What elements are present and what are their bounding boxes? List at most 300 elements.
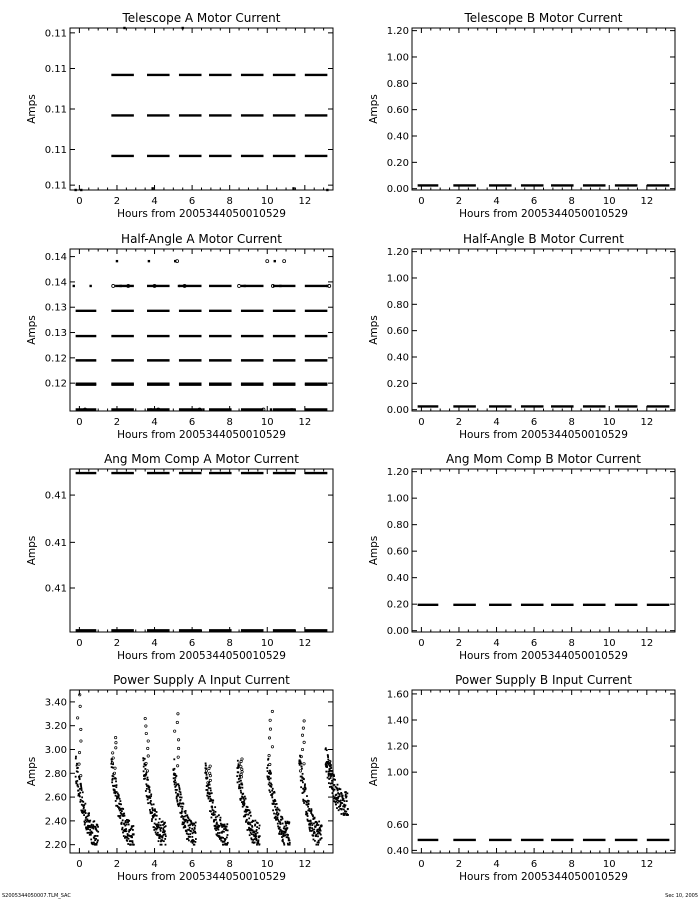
data-point xyxy=(341,808,343,810)
data-point xyxy=(240,792,242,794)
data-point xyxy=(79,792,81,794)
data-point xyxy=(271,784,273,786)
data-point xyxy=(271,795,273,797)
data-point xyxy=(121,828,123,830)
data-point xyxy=(156,811,158,813)
data-point xyxy=(278,813,280,815)
data-point xyxy=(89,285,91,287)
data-point xyxy=(326,749,328,751)
data-point xyxy=(187,838,189,840)
data-point xyxy=(149,797,151,799)
data-point xyxy=(178,794,180,796)
data-point xyxy=(185,810,187,812)
data-point xyxy=(210,790,212,792)
data-point xyxy=(175,782,177,784)
data-point xyxy=(273,803,275,805)
data-point xyxy=(301,734,303,736)
x-tick-label: 12 xyxy=(298,417,312,428)
data-point xyxy=(209,779,211,781)
data-point xyxy=(127,843,129,845)
data-point xyxy=(121,810,123,812)
data-point xyxy=(88,812,90,814)
data-point xyxy=(238,767,240,769)
data-point xyxy=(180,799,182,801)
data-point xyxy=(309,828,311,830)
data-point xyxy=(205,765,207,767)
data-point xyxy=(128,824,130,826)
y-tick-label: 0.11 xyxy=(44,145,67,156)
data-point xyxy=(214,814,216,816)
data-point xyxy=(335,803,337,805)
data-point xyxy=(194,844,196,846)
data-point xyxy=(244,803,246,805)
data-point xyxy=(243,799,245,801)
data-point xyxy=(165,835,167,837)
footer-date-label: Sec 10, 2005 xyxy=(665,893,698,899)
data-point xyxy=(115,747,117,749)
data-point xyxy=(131,827,133,829)
data-point xyxy=(93,820,95,822)
data-point xyxy=(194,825,196,827)
data-point xyxy=(159,837,161,839)
x-tick-label: 2 xyxy=(113,196,121,207)
x-tick-label: 12 xyxy=(298,859,312,870)
data-point xyxy=(131,836,133,838)
data-point xyxy=(211,817,213,819)
data-point xyxy=(191,836,193,838)
data-point xyxy=(269,763,271,765)
data-point xyxy=(217,832,219,834)
data-point xyxy=(310,820,312,822)
y-tick-label: 0.00 xyxy=(386,405,409,417)
data-point xyxy=(163,840,165,842)
y-tick-label: 2.80 xyxy=(44,768,67,780)
data-point xyxy=(79,801,81,803)
x-axis-label: Hours from 2005344050010529 xyxy=(117,429,286,441)
data-point xyxy=(144,758,146,760)
data-point xyxy=(341,793,343,795)
x-tick-label: 12 xyxy=(298,196,312,207)
data-point xyxy=(250,824,252,826)
y-tick-label: 3.20 xyxy=(44,721,67,733)
y-tick-label: 0.00 xyxy=(386,626,409,638)
data-point xyxy=(279,821,281,823)
data-point xyxy=(174,768,176,770)
data-point xyxy=(82,801,84,803)
data-point xyxy=(144,768,146,770)
data-point xyxy=(145,774,147,776)
y-tick-label: 0.60 xyxy=(386,105,409,117)
data-point xyxy=(321,825,323,827)
data-point xyxy=(75,758,77,760)
data-point xyxy=(156,815,158,817)
data-point xyxy=(309,830,311,832)
data-point xyxy=(306,813,308,815)
data-point xyxy=(185,812,187,814)
x-tick-label: 0 xyxy=(76,196,83,207)
data-point xyxy=(247,814,249,816)
y-tick-label: 0.11 xyxy=(44,64,67,75)
data-point xyxy=(224,824,226,826)
data-point xyxy=(159,818,161,820)
data-point xyxy=(78,751,80,753)
y-tick-label: 0.12 xyxy=(44,353,67,365)
data-point xyxy=(312,835,314,837)
x-tick-label: 8 xyxy=(568,638,575,649)
data-point xyxy=(123,27,125,29)
data-point xyxy=(279,833,281,835)
data-point xyxy=(81,789,83,791)
data-point xyxy=(244,796,246,798)
data-point xyxy=(215,825,217,827)
y-tick-label: 0.20 xyxy=(386,378,409,390)
data-point xyxy=(112,284,115,287)
data-point xyxy=(248,817,250,819)
y-tick-label: 0.11 xyxy=(44,28,67,40)
data-point xyxy=(218,814,220,816)
data-point xyxy=(274,806,276,808)
data-point xyxy=(241,771,243,773)
x-axis-label: Hours from 2005344050010529 xyxy=(459,429,628,441)
data-point xyxy=(331,782,333,784)
data-point xyxy=(147,747,149,749)
x-tick-label: 6 xyxy=(530,638,538,649)
y-tick-label: 1.20 xyxy=(386,467,409,479)
data-point xyxy=(150,800,152,802)
data-point xyxy=(119,798,121,800)
data-point xyxy=(320,830,322,832)
x-tick-label: 4 xyxy=(493,638,500,649)
y-tick-label: 0.14 xyxy=(44,252,67,264)
data-point xyxy=(164,830,166,832)
data-point xyxy=(211,792,213,794)
data-point xyxy=(240,786,242,788)
footer-file-label: S2005344050007.TLM_SAC xyxy=(2,893,71,899)
data-point xyxy=(345,804,347,806)
data-point xyxy=(125,828,127,830)
x-tick-label: 0 xyxy=(76,417,83,428)
data-point xyxy=(84,809,86,811)
data-point xyxy=(115,780,117,782)
data-point xyxy=(289,842,291,844)
x-tick-label: 6 xyxy=(530,417,538,428)
y-tick-label: 1.20 xyxy=(386,26,409,38)
data-point xyxy=(340,813,342,815)
data-point xyxy=(318,824,320,826)
data-point xyxy=(174,784,176,786)
x-tick-label: 0 xyxy=(418,859,425,870)
data-point xyxy=(149,786,151,788)
data-point xyxy=(116,784,118,786)
data-point xyxy=(256,829,258,831)
data-point xyxy=(124,815,126,817)
data-point xyxy=(95,838,97,840)
x-tick-label: 12 xyxy=(640,196,654,207)
data-point xyxy=(216,823,218,825)
data-point xyxy=(223,831,225,833)
data-point xyxy=(181,808,183,810)
data-point xyxy=(147,799,149,801)
data-point xyxy=(249,811,251,813)
chart-title: Telescope A Motor Current xyxy=(122,11,281,25)
data-point xyxy=(180,803,182,805)
data-point xyxy=(81,796,83,798)
data-point xyxy=(80,774,82,776)
y-axis-label: Amps xyxy=(26,535,38,566)
y-axis-label: Amps xyxy=(26,315,38,345)
chart-panel xyxy=(368,11,675,220)
data-point xyxy=(84,824,86,826)
data-point xyxy=(212,800,214,802)
data-point xyxy=(206,774,208,776)
data-point xyxy=(317,835,319,837)
data-point xyxy=(276,809,278,811)
data-point xyxy=(255,833,257,835)
y-tick-label: 3.40 xyxy=(44,697,67,709)
data-point xyxy=(283,844,285,846)
data-point xyxy=(80,786,82,788)
data-point xyxy=(218,825,220,827)
plot-frame xyxy=(412,249,675,411)
data-point xyxy=(158,826,160,828)
data-point xyxy=(279,810,281,812)
data-point xyxy=(151,820,153,822)
data-point xyxy=(254,824,256,826)
data-point xyxy=(215,811,217,813)
data-point xyxy=(93,828,95,830)
data-point xyxy=(287,834,289,836)
x-tick-label: 4 xyxy=(493,417,500,428)
data-point xyxy=(285,831,287,833)
data-point xyxy=(242,793,244,795)
data-point xyxy=(210,787,212,789)
data-point xyxy=(241,768,243,770)
x-axis-label: Hours from 2005344050010529 xyxy=(459,208,628,220)
data-point xyxy=(76,765,78,767)
data-point xyxy=(301,780,303,782)
data-point xyxy=(85,812,87,814)
data-point xyxy=(290,408,292,410)
x-tick-label: 4 xyxy=(493,859,500,870)
data-point xyxy=(340,788,342,790)
data-point xyxy=(95,826,97,828)
data-point xyxy=(120,800,122,802)
data-point xyxy=(195,832,197,834)
data-point xyxy=(339,793,341,795)
data-point xyxy=(307,815,309,817)
data-point xyxy=(121,822,123,824)
data-point xyxy=(181,797,183,799)
data-point xyxy=(73,285,75,287)
y-tick-label: 0.12 xyxy=(44,378,67,390)
y-tick-label: 0.60 xyxy=(386,546,409,558)
data-point xyxy=(126,840,128,842)
data-point xyxy=(276,803,278,805)
x-tick-label: 10 xyxy=(260,638,274,649)
data-point xyxy=(118,795,120,797)
x-tick-label: 4 xyxy=(151,196,158,207)
data-point xyxy=(210,811,212,813)
data-point xyxy=(314,817,316,819)
data-point xyxy=(256,839,258,841)
data-point xyxy=(226,823,228,825)
y-tick-label: 0.41 xyxy=(44,583,67,595)
data-point xyxy=(318,840,320,842)
data-point xyxy=(220,817,222,819)
data-point xyxy=(307,806,309,808)
data-point xyxy=(300,763,302,765)
data-point xyxy=(246,819,248,821)
data-point xyxy=(151,804,153,806)
x-tick-label: 6 xyxy=(530,196,538,207)
data-point xyxy=(158,840,160,842)
data-point xyxy=(82,791,84,793)
data-point xyxy=(114,767,116,769)
y-tick-label: 0.11 xyxy=(44,180,67,192)
data-point xyxy=(343,798,345,800)
data-point xyxy=(299,770,301,772)
data-point xyxy=(246,814,248,816)
data-point xyxy=(308,803,310,805)
data-point xyxy=(177,739,179,741)
data-point xyxy=(165,825,167,827)
y-tick-label: 0.60 xyxy=(386,326,409,338)
data-point xyxy=(328,782,330,784)
data-point xyxy=(241,798,243,800)
chart-title: Half-Angle A Motor Current xyxy=(121,232,282,246)
x-tick-label: 8 xyxy=(226,417,233,428)
data-point xyxy=(132,829,134,831)
data-point xyxy=(77,784,79,786)
data-point xyxy=(267,770,269,772)
data-point xyxy=(74,189,76,191)
data-point xyxy=(89,820,91,822)
data-point xyxy=(282,839,284,841)
data-point xyxy=(147,779,149,781)
data-point xyxy=(147,802,149,804)
data-point xyxy=(123,813,125,815)
data-point xyxy=(145,790,147,792)
data-point xyxy=(259,825,261,827)
data-point xyxy=(155,831,157,833)
data-point xyxy=(186,830,188,832)
data-point xyxy=(270,408,272,410)
data-point xyxy=(292,187,294,189)
data-point xyxy=(271,790,273,792)
data-point xyxy=(281,836,283,838)
data-point xyxy=(250,815,252,817)
data-point xyxy=(77,767,79,769)
data-point xyxy=(277,819,279,821)
data-point xyxy=(112,757,114,759)
data-point xyxy=(334,779,336,781)
data-point xyxy=(326,189,328,191)
data-point xyxy=(282,823,284,825)
data-point xyxy=(215,816,217,818)
data-point xyxy=(325,747,327,749)
data-point xyxy=(79,705,81,707)
plot-frame xyxy=(70,249,333,411)
data-point xyxy=(151,187,153,189)
data-point xyxy=(342,795,344,797)
data-point xyxy=(149,791,151,793)
data-point xyxy=(238,284,241,287)
x-tick-label: 10 xyxy=(602,859,616,870)
data-point xyxy=(337,790,339,792)
x-tick-label: 8 xyxy=(568,417,575,428)
chart-title: Half-Angle B Motor Current xyxy=(463,232,624,246)
data-point xyxy=(274,792,276,794)
data-point xyxy=(181,810,183,812)
data-point xyxy=(259,835,261,837)
data-point xyxy=(277,825,279,827)
data-point xyxy=(345,793,347,795)
data-point xyxy=(311,827,313,829)
data-point xyxy=(187,822,189,824)
data-point xyxy=(303,763,305,765)
x-tick-label: 0 xyxy=(418,417,425,428)
data-point xyxy=(80,728,82,730)
chart-panel xyxy=(368,232,675,441)
data-point xyxy=(133,844,135,846)
data-point xyxy=(314,840,316,842)
data-point xyxy=(249,834,251,836)
data-point xyxy=(281,816,283,818)
data-point xyxy=(336,794,338,796)
data-point xyxy=(277,823,279,825)
data-point xyxy=(182,27,184,29)
data-point xyxy=(115,786,117,788)
data-point xyxy=(280,823,282,825)
data-point xyxy=(325,771,327,773)
data-point xyxy=(188,840,190,842)
data-point xyxy=(316,822,318,824)
data-point xyxy=(330,777,332,779)
data-point xyxy=(128,838,130,840)
data-point xyxy=(208,767,210,769)
y-tick-label: 2.40 xyxy=(44,816,67,828)
data-point xyxy=(189,836,191,838)
y-tick-label: 1.00 xyxy=(386,273,409,285)
chart-panel xyxy=(368,673,675,883)
data-point xyxy=(340,804,342,806)
x-tick-label: 8 xyxy=(568,859,575,870)
data-point xyxy=(215,829,217,831)
data-point xyxy=(303,778,305,780)
data-point xyxy=(241,758,243,760)
y-tick-label: 0.13 xyxy=(44,302,67,314)
data-point xyxy=(302,781,304,783)
chart-panel xyxy=(26,232,333,441)
data-point xyxy=(207,791,209,793)
data-point xyxy=(270,786,272,788)
data-point xyxy=(251,839,253,841)
data-point xyxy=(281,832,283,834)
chart-panel xyxy=(368,452,675,662)
data-point xyxy=(158,824,160,826)
data-point xyxy=(286,827,288,829)
data-point xyxy=(177,783,179,785)
data-point xyxy=(76,717,78,719)
data-point xyxy=(88,814,90,816)
x-tick-label: 12 xyxy=(298,638,312,649)
data-point xyxy=(327,777,329,779)
y-axis-label: Amps xyxy=(368,756,380,787)
y-tick-label: 0.40 xyxy=(386,131,409,143)
data-point xyxy=(266,767,268,769)
data-point xyxy=(338,809,340,811)
data-point xyxy=(336,788,338,790)
